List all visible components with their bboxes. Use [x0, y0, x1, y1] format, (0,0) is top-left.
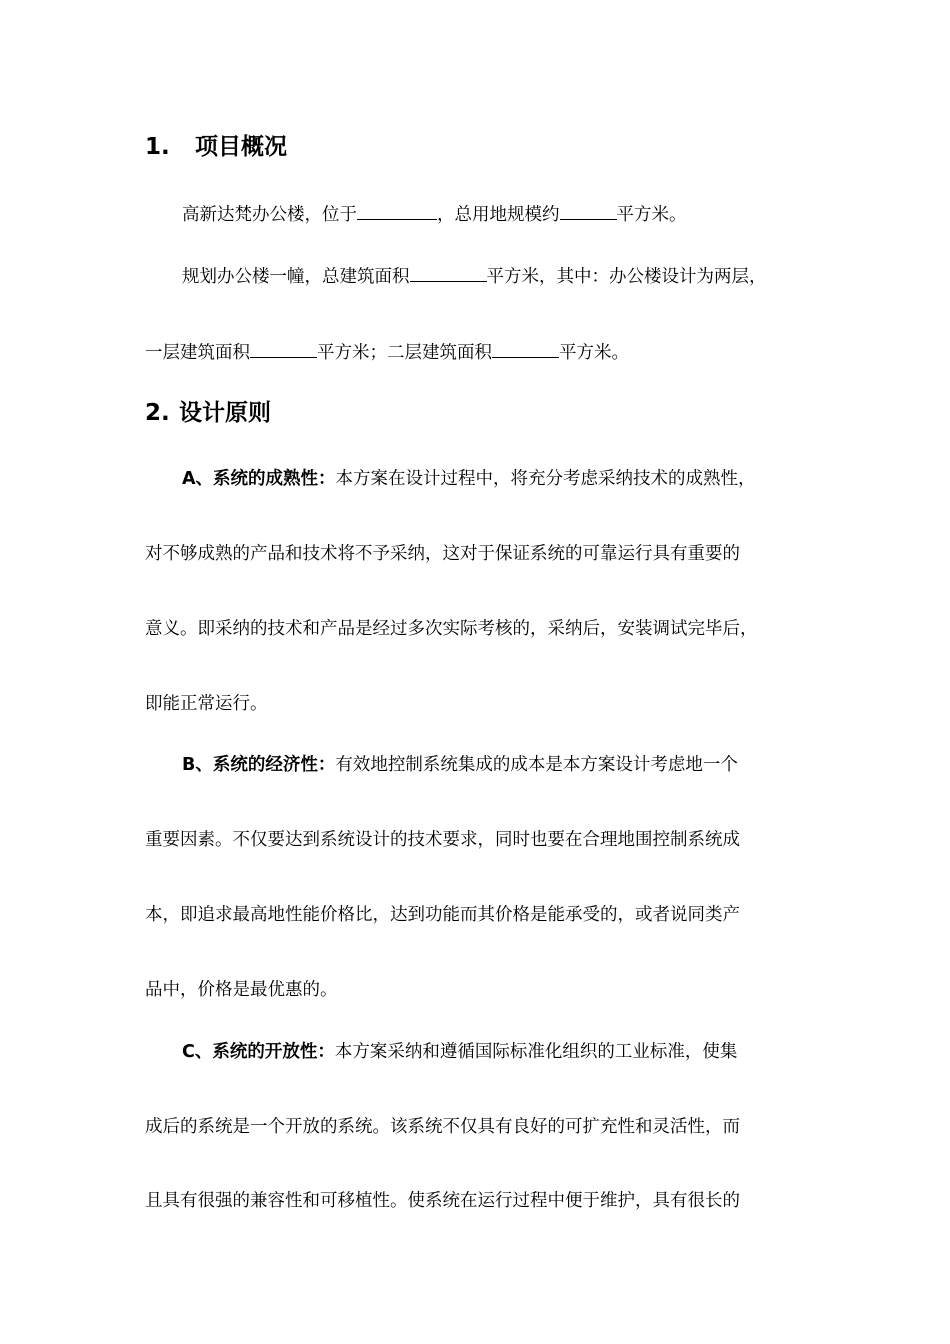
section-1-paragraph-2-line-2	[145, 338, 629, 366]
fill-blank-floor-1-area	[250, 338, 317, 358]
section-1-paragraph-2-line-1	[182, 262, 767, 290]
text-segment: ，总用地规模约	[437, 205, 560, 225]
principle-a-line-3: 意义。即采纳的技术和产品是经过多次实际考核的，采纳后，安装调试完毕后，	[145, 619, 758, 639]
text-segment: 本方案采纳和遵循国际标准化组织的工业标准，使集	[334, 1042, 738, 1062]
section-2-heading	[145, 398, 271, 428]
principle-a-line-1	[182, 466, 756, 492]
text-segment: 规划办公楼一幢，总建筑面积	[182, 267, 410, 287]
fill-blank-total-area	[410, 262, 487, 282]
fill-blank-land-area	[560, 200, 617, 220]
principle-b-line-1	[182, 752, 738, 778]
section-1-number: 1.	[145, 134, 170, 160]
principle-b-line-3: 本，即追求最高地性能价格比，达到功能而其价格是能承受的，或者说同类产	[145, 905, 740, 925]
principle-a-lead: A、系统的成熟性：	[182, 469, 336, 489]
principle-b-line-2: 重要因素。不仅要达到系统设计的技术要求，同时也要在合理地围控制系统成	[145, 830, 740, 850]
principle-b-line-4: 品中，价格是最优惠的。	[145, 980, 338, 1000]
principle-b-lead: B、系统的经济性：	[182, 755, 336, 775]
text-segment: 高新达梵办公楼，位于	[182, 205, 357, 225]
fill-blank-location	[357, 200, 437, 220]
text-segment: 本方案在设计过程中，将充分考虑采纳技术的成熟性，	[335, 469, 756, 489]
text-segment: 一层建筑面积	[145, 343, 250, 363]
section-1-heading	[145, 132, 287, 162]
principle-a-line-2: 对不够成熟的产品和技术将不予采纳，这对于保证系统的可靠运行具有重要的	[145, 544, 740, 564]
section-1-title: 项目概况	[195, 134, 287, 160]
text-segment: 平方米；二层建筑面积	[317, 343, 492, 363]
principle-c-lead: C、系统的开放性：	[182, 1042, 335, 1062]
text-segment: 平方米，其中：办公楼设计为两层，	[486, 267, 767, 287]
principle-c-line-2: 成后的系统是一个开放的系统。该系统不仅具有良好的可扩充性和灵活性，而	[145, 1117, 740, 1137]
section-2-number: 2.	[145, 400, 170, 426]
principle-c-line-1	[182, 1039, 737, 1065]
text-segment: 有效地控制系统集成的成本是本方案设计考虑地一个	[335, 755, 738, 775]
text-segment: 平方米。	[616, 205, 687, 225]
principle-c-line-3: 且具有很强的兼容性和可移植性。使系统在运行过程中便于维护，具有很长的	[145, 1191, 740, 1211]
principle-a-line-4: 即能正常运行。	[145, 694, 268, 714]
section-1-paragraph-1	[182, 200, 687, 228]
text-segment: 平方米。	[559, 343, 629, 363]
section-2-title: 设计原则	[179, 400, 271, 426]
fill-blank-floor-2-area	[492, 338, 559, 358]
